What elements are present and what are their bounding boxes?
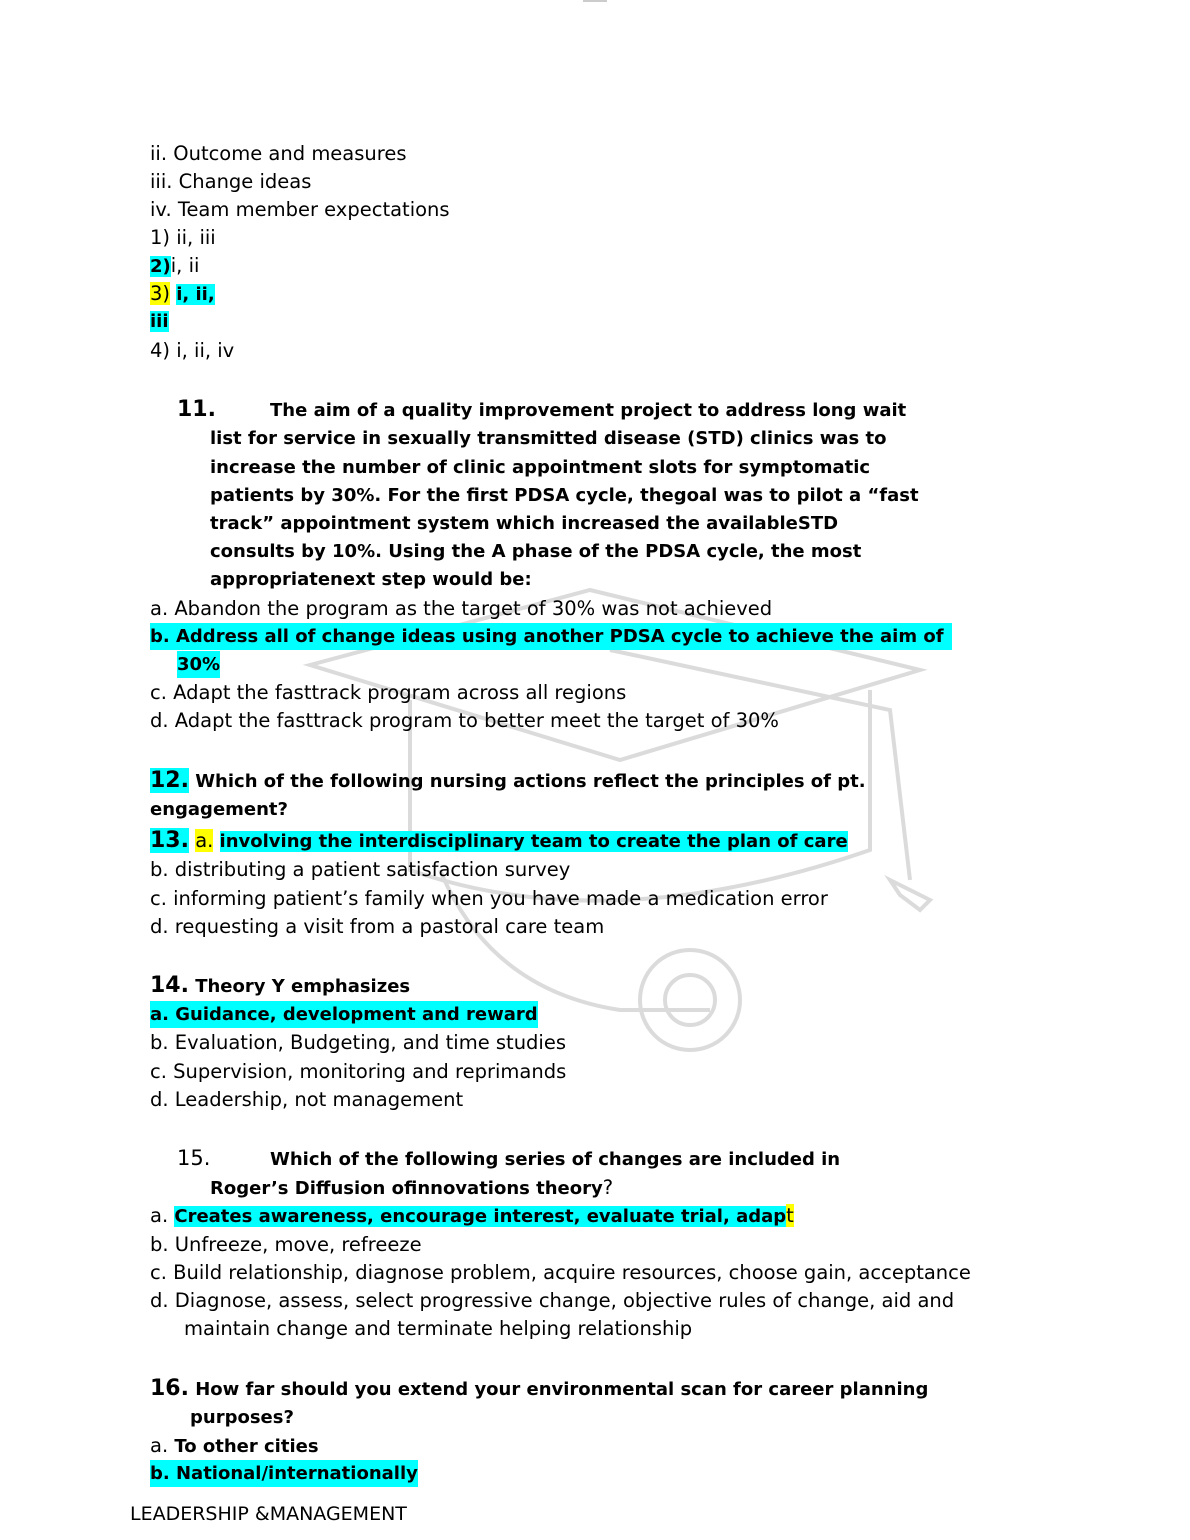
answer-3-num: 3) — [150, 282, 171, 305]
option-iv: iv. Team member expectations — [150, 198, 450, 221]
q15-a-end: t — [786, 1204, 794, 1227]
q11-line: consults by 10%. Using the A phase of the PDSA cycle, the most — [210, 541, 862, 562]
q11-line: The aim of a quality improvement project to address long wait — [270, 400, 907, 421]
q14-text: Theory Y emphasizes — [195, 976, 411, 997]
q14-number: 14. — [150, 973, 189, 998]
q14-option-a: a. Guidance, development and reward — [150, 1001, 538, 1028]
option-iii: iii. Change ideas — [150, 170, 312, 193]
q13-a-letter: a. — [195, 829, 214, 852]
q11-line: patients by 30%. For the first PDSA cycle, thegoal was to pilot a “fast — [210, 485, 919, 506]
answer-3-cont — [150, 308, 169, 335]
option-ii: ii. Outcome and measures — [150, 142, 407, 165]
q12-question — [150, 767, 866, 795]
page-footer: LEADERSHIP &MANAGEMENT — [130, 1503, 407, 1525]
q15-qmark: ? — [602, 1176, 614, 1199]
q16-option-a — [150, 1432, 319, 1460]
answer-2 — [150, 252, 199, 280]
q14-question — [150, 972, 410, 1000]
q13-option-d: d. requesting a visit from a pastoral care team — [150, 915, 605, 938]
q15-line1: Which of the following series of changes are included in — [270, 1149, 841, 1170]
q12-number: 12. — [150, 768, 189, 793]
q11-line: track” appointment system which increased the availableSTD — [210, 513, 839, 534]
q16-text-cont: purposes? — [190, 1407, 294, 1428]
q11-number: 11. — [177, 397, 216, 422]
q11-option-b: b. Address all of change ideas using another PDSA cycle to achieve the aim of — [150, 623, 952, 650]
q12-text-cont: engagement? — [150, 799, 288, 820]
q15-a-text: Creates awareness, encourage interest, evaluate trial, adap — [174, 1206, 787, 1227]
q11-option-c: c. Adapt the fasttrack program across all regions — [150, 681, 627, 704]
q11-option-b-cont: 30% — [177, 651, 220, 678]
q14-option-d: d. Leadership, not management — [150, 1088, 464, 1111]
answer-3-cont-text: iii — [150, 311, 169, 332]
q16-a-letter: a. — [150, 1434, 169, 1457]
answer-1: 1) ii, iii — [150, 226, 216, 249]
q15-option-a — [150, 1202, 794, 1230]
answer-4: 4) i, ii, iv — [150, 339, 235, 362]
q16-question — [150, 1375, 928, 1403]
answer-2-text: i, ii — [170, 254, 200, 277]
q15-option-d: d. Diagnose, assess, select progressive change, objective rules of change, aid and — [150, 1289, 955, 1312]
q11-line: increase the number of clinic appointment slots for symptomatic — [210, 457, 871, 478]
q11-line: appropriatenext step would be: — [210, 569, 532, 590]
answer-3-text: i, ii, — [176, 284, 215, 305]
q13-option-b: b. distributing a patient satisfaction survey — [150, 858, 571, 881]
answer-3 — [150, 280, 215, 308]
q11-option-a: a. Abandon the program as the target of 30% was not achieved — [150, 597, 773, 620]
q14-option-c: c. Supervision, monitoring and reprimands — [150, 1060, 567, 1083]
q12-text: Which of the following nursing actions reflect the principles of pt. — [195, 771, 866, 792]
q15-line2-text: Roger’s Diffusion ofinnovations theory — [210, 1178, 603, 1199]
header-mark — [583, 0, 607, 2]
q11-line: list for service in sexually transmitted disease (STD) clinics was to — [210, 428, 887, 449]
q15-line2 — [210, 1174, 613, 1202]
q13-option-c: c. informing patient’s family when you have made a medication error — [150, 887, 828, 910]
q14-option-b: b. Evaluation, Budgeting, and time studies — [150, 1031, 567, 1054]
q16-a-text: To other cities — [174, 1436, 319, 1457]
q15-option-c: c. Build relationship, diagnose problem, acquire resources, choose gain, acceptance — [150, 1261, 971, 1284]
q11-option-d: d. Adapt the fasttrack program to better meet the target of 30% — [150, 709, 779, 732]
q16-text: How far should you extend your environmental scan for career planning — [195, 1379, 929, 1400]
q15-number: 15. — [177, 1146, 211, 1170]
q15-a-letter: a. — [150, 1204, 169, 1227]
q15-option-d-cont: maintain change and terminate helping relationship — [184, 1317, 693, 1340]
answer-2-num: 2) — [150, 256, 171, 277]
q16-option-b: b. National/internationally — [150, 1460, 418, 1487]
q13-option-a — [150, 827, 848, 855]
q16-number: 16. — [150, 1376, 189, 1401]
q15-option-b: b. Unfreeze, move, refreeze — [150, 1233, 422, 1256]
q13-number: 13. — [150, 828, 189, 853]
q13-a-text: involving the interdisciplinary team to create the plan of care — [219, 831, 848, 852]
